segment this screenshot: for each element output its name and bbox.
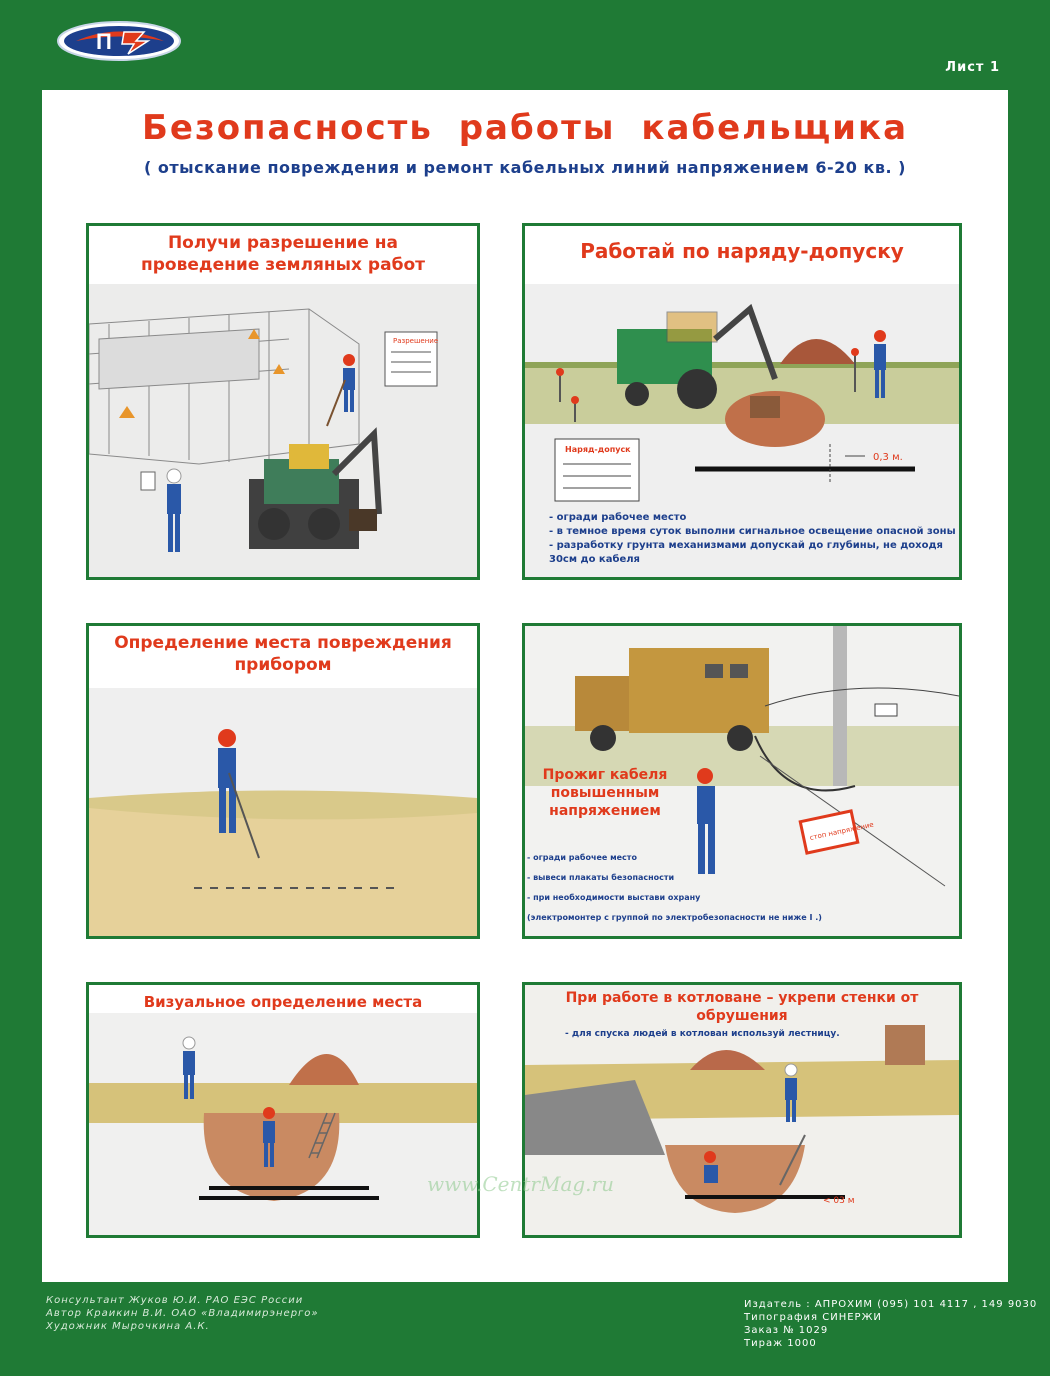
panel-permit xyxy=(86,223,480,580)
credit-line: Консультант Жуков Ю.И. РАО ЕЭС России xyxy=(46,1295,304,1306)
panel-pit-work xyxy=(522,982,962,1238)
logo-letter: П xyxy=(96,29,112,54)
poster-subtitle: ( отыскание повреждения и ремонт кабельных линий напряжением 6-20 кв. ) xyxy=(144,158,906,177)
work-permit-form-title: Наряд-допуск xyxy=(565,445,631,454)
panel-heading: Работай по наряду-допуску xyxy=(580,239,904,263)
sheet-number: Лист 1 xyxy=(945,60,1000,75)
cable-burning-notes xyxy=(527,848,957,928)
publisher-line: Издатель : АПРОХИМ (095) 101 4117 , 149 9030 xyxy=(744,1299,1038,1310)
pit-work-note: - для спуска людей в котлован используй лестницу. xyxy=(565,1029,840,1039)
publisher-logo xyxy=(56,20,182,62)
credit-line: Автор Краикин В.И. ОАО «Владимирэнерго» xyxy=(46,1308,319,1319)
work-permit-notes xyxy=(549,511,959,567)
stop-sign-text: стоп напряжение xyxy=(809,820,875,843)
panel-heading: Получи разрешение на проведение земляных работ xyxy=(141,233,425,275)
poster-title: Безопасность работы кабельщика xyxy=(141,108,909,148)
panel-cable-burning xyxy=(522,623,962,939)
note-line: - огради рабочее место xyxy=(527,853,637,862)
panel-work-permit xyxy=(522,223,962,580)
note-line: (электромонтер с группой по электробезопасности не ниже I .) xyxy=(527,913,822,922)
visual-locating-illustration xyxy=(89,1013,477,1235)
instrument-locating-illustration xyxy=(89,688,477,936)
panel-heading: При работе в котловане – укрепи стенки от обрушения xyxy=(565,990,919,1024)
note-line: - при необходимости выстави охрану xyxy=(527,893,701,902)
panel-instrument-locating xyxy=(86,623,480,939)
permit-illustration xyxy=(89,284,477,580)
publisher-line: Типография СИНЕРЖИ xyxy=(744,1312,882,1323)
credit-line: Художник Мырочкина А.К. xyxy=(46,1321,210,1332)
footer-credits xyxy=(46,1294,319,1333)
depth-label: 0,3 м. xyxy=(873,452,903,463)
panel-heading: Определение места повреждения прибором xyxy=(114,633,452,675)
note-line: - вывеси плакаты безопасности xyxy=(527,873,675,882)
publisher-line: Заказ № 1029 xyxy=(744,1325,829,1336)
panel-heading: Визуальное определение места xyxy=(143,993,423,1011)
pit-depth-label: < 03 м xyxy=(823,1196,855,1206)
watermark: www.CentrMag.ru xyxy=(427,1172,614,1196)
note-line: 30см до кабеля xyxy=(549,554,640,565)
panel-visual-locating xyxy=(86,982,480,1238)
footer-publisher xyxy=(744,1298,1037,1350)
poster-sheet xyxy=(42,90,1008,1282)
publisher-line: Тираж 1000 xyxy=(744,1338,817,1349)
permit-sign-text: Разрешение xyxy=(393,337,439,345)
note-line: - разработку грунта механизмами допускай до глубины, не доходя xyxy=(549,540,943,551)
note-line: - огради рабочее место xyxy=(549,512,687,523)
note-line: - в темное время суток выполни сигнальное освещение опасной зоны xyxy=(549,526,956,537)
panel-heading: Прожиг кабеля повышенным напряжением xyxy=(542,767,668,819)
